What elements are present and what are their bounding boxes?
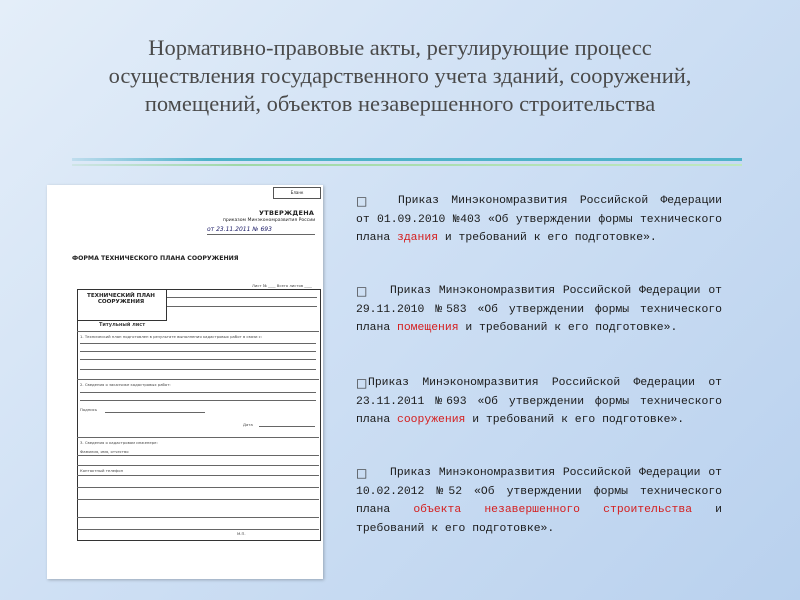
doc-line [77, 517, 319, 518]
doc-approved-date-text: от 23.11.2011 № 693 [207, 226, 272, 233]
order-item-4 [356, 464, 722, 538]
doc-line [77, 331, 319, 332]
doc-line [167, 306, 317, 307]
doc-line [80, 359, 316, 360]
doc-field-phone: Контактный телефон [80, 468, 124, 473]
order-item-2 [356, 282, 722, 338]
doc-line [167, 297, 317, 298]
doc-line [77, 437, 319, 438]
doc-line [80, 392, 316, 393]
document-scan-image [47, 185, 323, 579]
order-text: Приказ Минэкономразвития Российской Федерации от 01.09.2010 №403 «Об утверждении формы технического плана здания и требований к его подготовке». [356, 195, 722, 245]
order-item-1 [356, 192, 722, 248]
doc-line [80, 351, 316, 352]
doc-text: Лист № ____ Всего листов ____ [252, 283, 312, 288]
doc-line [207, 234, 315, 235]
order-text: Приказ Минэкономразвития Российской Федерации от 10.02.2012 №52 «Об утверждении формы технического плана объекта незавершенного строительства и требований к его подготовке». [356, 467, 723, 535]
bullet-icon: □ [356, 376, 368, 390]
doc-line [77, 379, 319, 380]
doc-line [105, 412, 205, 413]
doc-section1: 1. Технический план подготовлен в результате выполнения кадастровых работ в связи с: [80, 334, 263, 339]
slide-title: Нормативно-правовые акты, регулирующие процесс осуществления государственного учета зданий, сооружений, помещений, объектов незавершенного строительства [108, 35, 692, 116]
doc-form-title: ФОРМА ТЕХНИЧЕСКОГО ПЛАНА СООРУЖЕНИЯ [72, 255, 239, 262]
title-divider-top [72, 158, 742, 161]
order-text: Приказ Минэкономразвития Российской Федерации от 23.11.2011 №693 «Об утверждении формы технического плана сооружения и требований к его подготовке». [356, 377, 722, 427]
doc-approved-label: УТВЕРЖДЕНА [259, 209, 315, 217]
doc-box-sub: Титульный лист [99, 322, 146, 328]
doc-line [259, 426, 315, 427]
doc-line [80, 343, 316, 344]
bullet-icon: □ [356, 194, 368, 208]
bullet-icon: □ [356, 466, 368, 480]
doc-line [77, 465, 319, 466]
doc-field-mp: М.П. [237, 531, 246, 536]
doc-section2: 2. Сведения о заказчике кадастровых работ: [80, 382, 171, 387]
doc-line [77, 487, 319, 488]
order-item-3 [356, 374, 722, 430]
bullet-icon: □ [356, 284, 368, 298]
doc-line [80, 369, 316, 370]
doc-box-title: ТЕХНИЧЕСКИЙ ПЛАН СООРУЖЕНИЯ [87, 293, 155, 305]
doc-stamp: Бланк [273, 187, 321, 199]
doc-line [77, 475, 319, 476]
order-text: Приказ Минэкономразвития Российской Федерации от 29.11.2010 №583 «Об утверждении формы технического плана помещения и требований к его подготовке». [356, 285, 722, 335]
doc-field-sign: Подпись [80, 407, 98, 412]
doc-line [77, 529, 319, 530]
doc-section3: 3. Сведения о кадастровом инженере: [80, 440, 158, 445]
doc-field-date: Дата [243, 422, 253, 427]
title-divider-bottom [72, 164, 742, 166]
doc-line [77, 499, 319, 500]
doc-line [77, 455, 319, 456]
doc-field-fio: Фамилия, имя, отчество [80, 449, 129, 454]
doc-approved-sub: приказом Минэкономразвития России [222, 218, 316, 223]
doc-approved-date [207, 226, 317, 233]
doc-line [80, 400, 316, 401]
